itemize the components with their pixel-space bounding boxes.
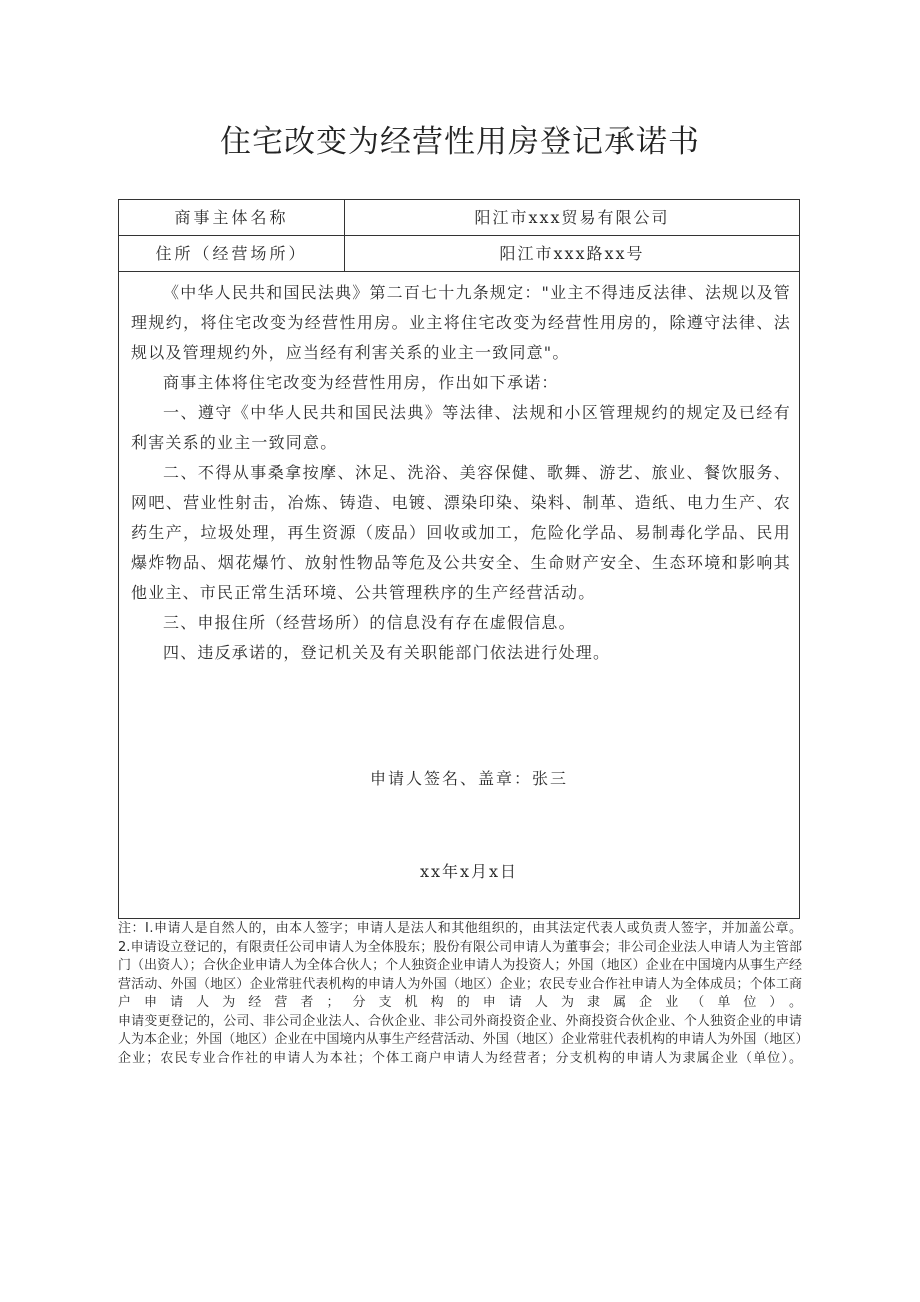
commitment-form xyxy=(118,199,800,919)
address-label: 住所（经营场所） xyxy=(119,236,345,271)
entity-name-row xyxy=(119,200,799,236)
address-row xyxy=(119,236,799,272)
commitment-intro: 商事主体将住宅改变为经营性用房，作出如下承诺： xyxy=(163,373,559,392)
note-1: 注：Ⅰ.申请人是自然人的，由本人签字；申请人是法人和其他组织的，由其法定代表人或负责人签字，并加盖公章。 xyxy=(118,921,802,936)
commitment-item-4: 四、违反承诺的，登记机关及有关职能部门依法进行处理。 xyxy=(163,643,611,662)
page-title: 住宅改变为经营性用房登记承诺书 xyxy=(220,124,700,160)
commitment-body xyxy=(131,278,791,668)
footnotes xyxy=(118,920,802,1068)
address-value: 阳江市xxx路xx号 xyxy=(499,244,645,263)
note-3: 申请变更登记的，公司、非公司企业法人、合伙企业、非公司外商投资企业、外商投资合伙企业、个人独资企业的申请人为本企业；外国（地区）企业在中国境内从事生产经营活动、外国（地区）企业常驻代表机构的申请人为外国（地区）企业；农民专业合作社的申请人为本社；个体工商户申请人为经营者；分支机构的申请人为隶属企业（单位）。 xyxy=(118,1013,802,1066)
commitment-item-1: 一、遵守《中华人民共和国民法典》等法律、法规和小区管理规约的规定及已经有利害关系的业主一致同意。 xyxy=(131,403,791,452)
entity-name-label: 商事主体名称 xyxy=(119,200,345,235)
commitment-item-2: 二、不得从事桑拿按摩、沐足、洗浴、美容保健、歌舞、游艺、旅业、餐饮服务、网吧、营业性射击，冶炼、铸造、电镀、漂染印染、染料、制革、造纸、电力生产、农药生产，垃圾处理，再生资源（废品）回收或加工，危险化学品、易制毒化学品、民用爆炸物品、烟花爆竹、放射性物品等危及公共安全、生命财产安全、生态环境和影响其他业主、市民正常生活环境、公共管理秩序的生产经营活动。 xyxy=(131,463,791,602)
note-2: 2.申请设立登记的，有限责任公司申请人为全体股东；股份有限公司申请人为董事会；非公司企业法人申请人为主管部门（出资人）；合伙企业申请人为全体合伙人；个人独资企业申请人为投资人；外国（地区）企业在中国境内从事生产经营活动、外国（地区）企业常驻代表机构的申请人为外国（地区）企业；农民专业合作社申请人为全体成员；个体工商户申请人为经营者；分支机构的申请人为隶属企业（单位）。 xyxy=(118,939,802,1010)
signature-date: xx年x月x日 xyxy=(419,862,519,881)
entity-name-value: 阳江市xxx贸易有限公司 xyxy=(474,208,670,227)
applicant-signature: 申请人签名、盖章：张三 xyxy=(369,769,568,788)
civil-code-paragraph: 《中华人民共和国民法典》第二百七十九条规定："业主不得违反法律、法规以及管理规约，将住宅改变为经营性用房。业主将住宅改变为经营性用房的，除遵守法律、法规以及管理规约外，应当经有利害关系的业主一致同意"。 xyxy=(131,283,791,362)
commitment-item-3: 三、申报住所（经营场所）的信息没有存在虚假信息。 xyxy=(163,613,576,632)
